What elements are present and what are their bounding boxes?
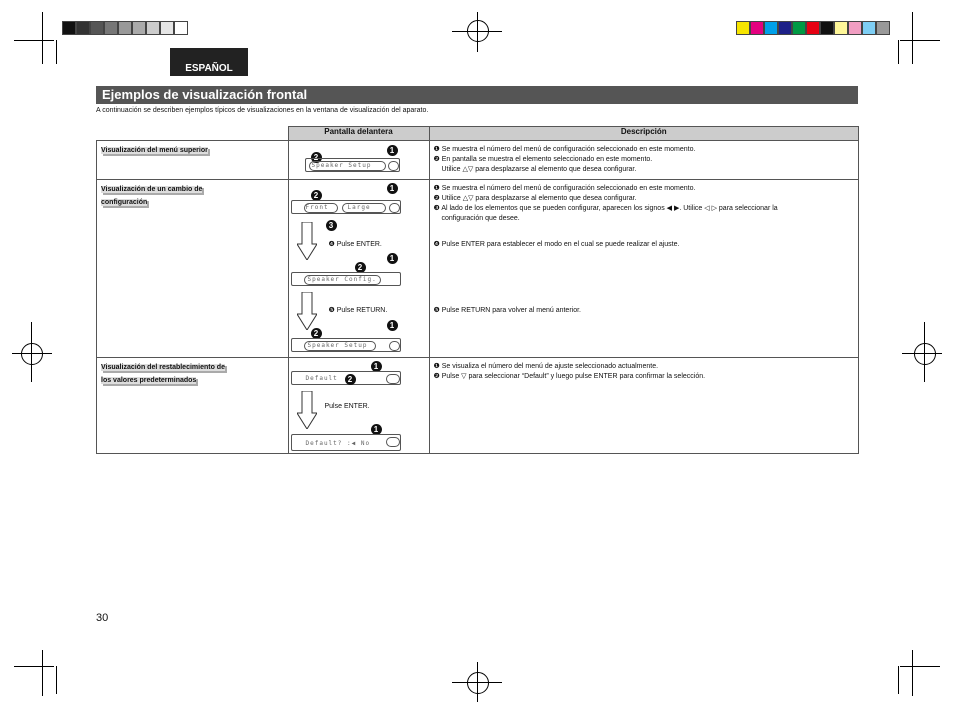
callout-1: 1 (387, 183, 398, 194)
color-swatch (820, 21, 834, 35)
step-note: Pulse ENTER. (324, 403, 370, 410)
table-row (97, 141, 859, 180)
color-swatch (76, 21, 90, 35)
crop-mark (56, 666, 57, 694)
color-swatch (778, 21, 792, 35)
crop-mark (912, 12, 913, 64)
gray-scale-bar (62, 21, 188, 35)
crop-mark (902, 353, 942, 354)
language-tab: ESPAÑOL (170, 48, 248, 76)
crop-mark (42, 12, 43, 64)
callout-2: 2 (311, 328, 322, 339)
description-cell: ❶ Se visualiza el número del menú de ajuste seleccionado actualmente. ❷ Pulse ▽ para seleccionar “Default” y luego pulse ENTER para confirmar la selección. (429, 358, 859, 454)
callout-2: 2 (311, 190, 322, 201)
crop-mark (477, 12, 478, 52)
crop-mark (14, 40, 54, 41)
color-swatch (736, 21, 750, 35)
color-swatch (862, 21, 876, 35)
display-cell (288, 180, 429, 358)
step-note: ❺ Pulse RETURN. (328, 307, 388, 314)
color-swatch (750, 21, 764, 35)
table-row (97, 180, 859, 358)
row-title: Visualización de un cambio de configuración (97, 180, 289, 358)
callout-2: 2 (355, 262, 366, 273)
crop-mark (912, 650, 913, 696)
crop-mark (898, 40, 899, 64)
intro-text: A continuación se describen ejemplos típicos de visualizaciones en la ventana de visualización del aparato. (96, 107, 429, 114)
color-swatch (876, 21, 890, 35)
crop-mark (900, 666, 940, 667)
color-swatch (848, 21, 862, 35)
examples-table (96, 126, 859, 454)
callout-3: 3 (326, 220, 337, 231)
registration-mark (914, 343, 936, 365)
crop-mark (56, 40, 57, 64)
description-cell: ❶ Se muestra el número del menú de configuración seleccionado en este momento. ❷ Utilice △▽ para desplazarse al elemento que desea configurar. ❸ Al lado de los elementos que se pueden configurar, aparecen los signos ◀ ▶. Utilice ◁ ▷ para seleccionar la configuración que desee. ❹ Pulse ENTER para establecer el modo en el cual se puede realizar el ajuste. ❺ Pulse RETURN para volver al menú anterior. (429, 180, 859, 358)
lcd-display: Front Large (291, 200, 401, 214)
lcd-display: Speaker Setup (291, 338, 401, 352)
page-number: 30 (96, 612, 109, 624)
down-arrow-icon (297, 222, 317, 260)
color-swatch (90, 21, 104, 35)
color-swatch (174, 21, 188, 35)
lcd-display: Default? :◀ No (291, 434, 401, 451)
callout-1: 1 (371, 361, 382, 372)
display-cell (288, 358, 429, 454)
table-row (97, 358, 859, 454)
col-header-display: Pantalla delantera (288, 127, 429, 141)
color-swatch (834, 21, 848, 35)
down-arrow-icon (297, 292, 317, 330)
display-cell (288, 141, 429, 180)
description-cell: ❶ Se muestra el número del menú de configuración seleccionado en este momento. ❷ En pantalla se muestra el elemento seleccionado en este momento. Utilice △▽ para desplazarse al elemento que desea configurar. (429, 141, 859, 180)
col-header-description: Descripción (429, 127, 859, 141)
color-swatch (806, 21, 820, 35)
crop-mark (31, 322, 32, 382)
lcd-display: Speaker Config. (291, 272, 401, 286)
color-swatch (146, 21, 160, 35)
color-bar (736, 21, 890, 35)
color-swatch (118, 21, 132, 35)
color-swatch (764, 21, 778, 35)
crop-mark (900, 40, 940, 41)
callout-1: 1 (387, 253, 398, 264)
color-swatch (132, 21, 146, 35)
callout-1: 1 (387, 320, 398, 331)
lcd-display: Default (291, 371, 401, 385)
crop-mark (14, 666, 54, 667)
row-title: Visualización del restablecimiento de los valores predeterminados (97, 358, 289, 454)
step-note: ❹ Pulse ENTER. (328, 241, 382, 248)
color-swatch (160, 21, 174, 35)
down-arrow-icon (297, 391, 317, 429)
lcd-display: Speaker Setup (305, 158, 400, 172)
color-swatch (62, 21, 76, 35)
color-swatch (792, 21, 806, 35)
crop-mark (42, 650, 43, 696)
color-swatch (104, 21, 118, 35)
crop-mark (898, 666, 899, 694)
callout-1: 1 (387, 145, 398, 156)
registration-mark (21, 343, 43, 365)
crop-mark (12, 353, 52, 354)
crop-mark (477, 662, 478, 702)
registration-mark (467, 672, 489, 694)
crop-mark (924, 322, 925, 382)
section-title: Ejemplos de visualización frontal (96, 86, 858, 104)
callout-2: 2 (311, 152, 322, 163)
callout-2: 2 (345, 374, 356, 385)
callout-1: 1 (371, 424, 382, 435)
row-title: Visualización del menú superior (97, 141, 289, 180)
